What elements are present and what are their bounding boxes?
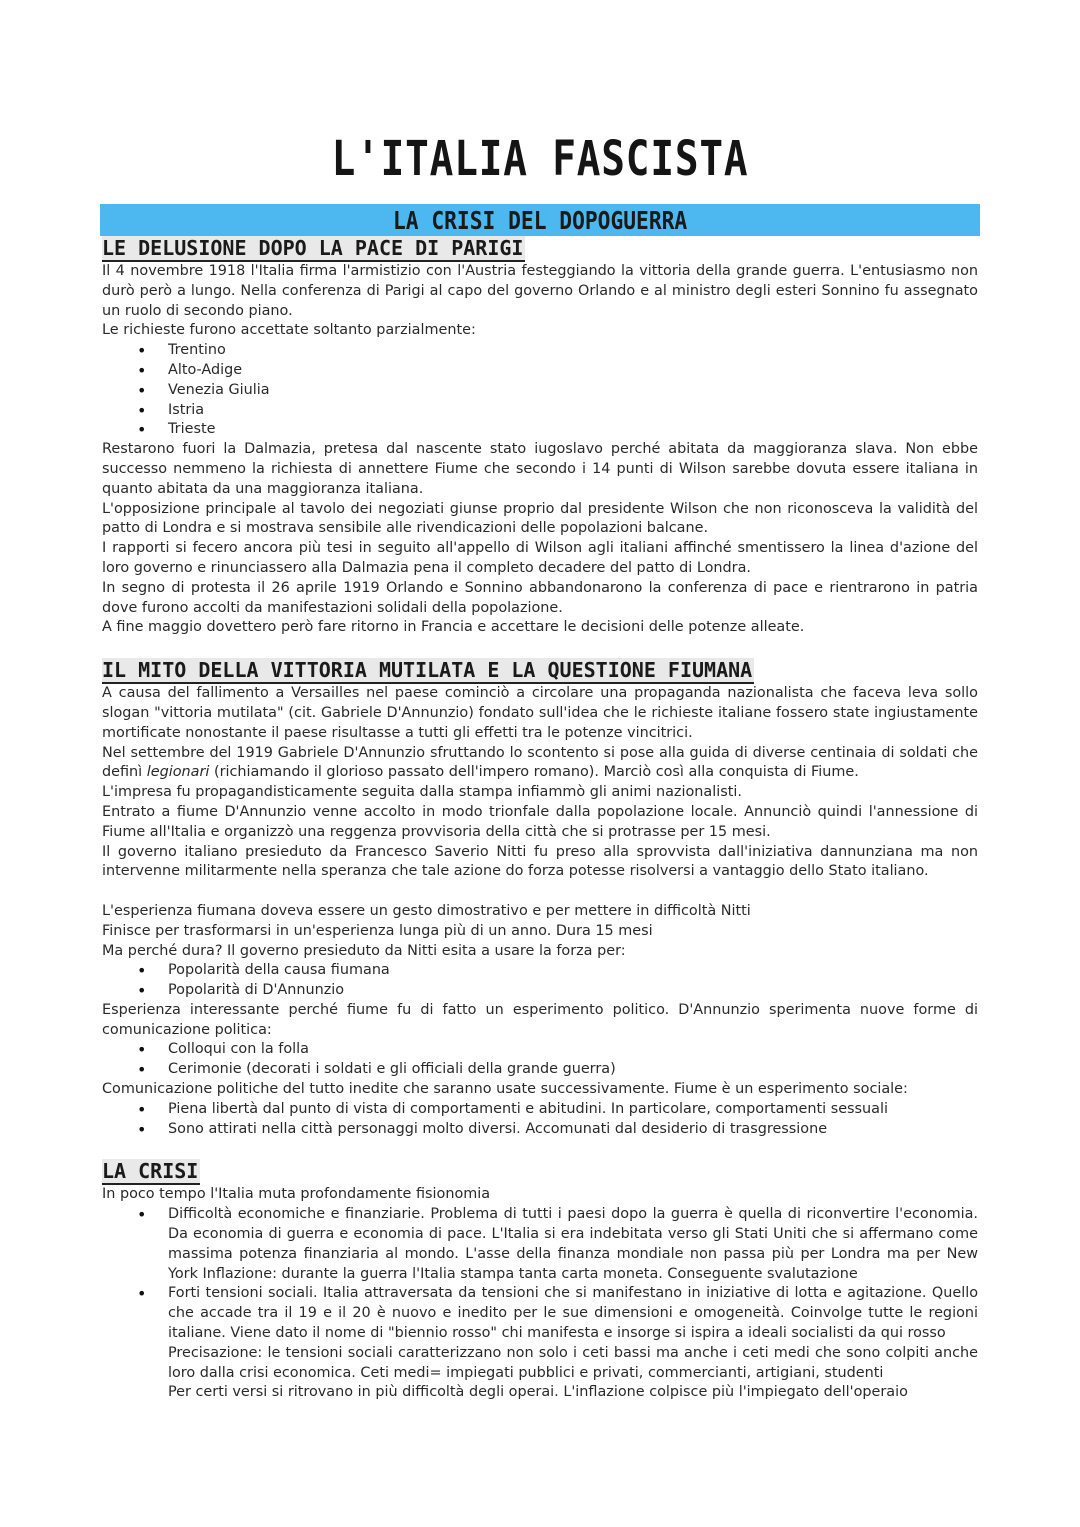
list-item: • Difficoltà economiche e finanziarie. Problema di tutti i paesi dopo la guerra è quella di riconvertire l'economia. Da economia di guerra e economia di pace. L'Italia si era indebitata verso gli Stati Uniti che si affermano come massima potenza finanziaria al mondo. L'asse della finanza mondiale non passa più per Londra ma per New York Inflazione: durante la guerra l'Italia stampa tanta carta moneta. Conseguente svalutazione <box>168 1205 978 1284</box>
section-heading-wrap <box>102 236 978 262</box>
paragraph: In segno di protesta il 26 aprile 1919 Orlando e Sonnino abbandonarono la conferenza di pace e rientrarono in patria dove furono accolti da manifestazioni solidali della popolazione. <box>102 579 978 616</box>
list-item: • Colloqui con la folla <box>168 1040 978 1060</box>
list-item <box>168 1284 978 1403</box>
bullet-list-popolarita <box>102 961 978 1001</box>
section-heading-wrap <box>102 1159 978 1185</box>
paragraph: A causa del fallimento a Versailles nel paese cominciò a circolare una propaganda nazionalista che faceva leva sollo slogan "vittoria mutilata" (cit. Gabriele D'Annunzio) fondato sull'idea che le richieste italiane fossero state ingiustamente mortificate nonostante il paese risultasse a tutti gli effetti tra le potenze vincitrici. <box>102 685 978 741</box>
list-item-continuation: Per certi versi si ritrovano in più difficoltà degli operai. L'inflazione colpisce più l'impiegato dell'operaio <box>168 1384 908 1401</box>
section-heading-delusione: LE DELUSIONE DOPO LA PACE DI PARIGI <box>102 236 524 260</box>
chapter-title: LA CRISI DEL DOPOGUERRA <box>392 206 688 235</box>
list-item: • Sono attirati nella città personaggi molto diversi. Accomunati dal desiderio di trasgressione <box>168 1120 978 1140</box>
list-item: • Cerimonie (decorati i soldati e gli officiali della grande guerra) <box>168 1060 978 1080</box>
bullet-list-crisi <box>102 1205 978 1403</box>
paragraph: L'esperienza fiumana doveva essere un gesto dimostrativo e per mettere in difficoltà Nitti <box>102 902 751 919</box>
paragraph: Il governo italiano presieduto da Francesco Saverio Nitti fu preso alla sprovvista dall'iniziativa dannunziana ma non intervenne militarmente nella speranza che tale azione do forza potesse risolversi a vantaggio dello Stato italiano. <box>102 843 978 880</box>
list-item-continuation: Precisazione: le tensioni sociali caratterizzano non solo i ceti bassi ma anche i ceti medi che sono colpiti anche loro dalla crisi economica. Ceti medi= impiegati pubblici e privati, commercianti, artigiani, studenti <box>168 1344 978 1381</box>
list-item: • Trentino <box>168 341 978 361</box>
list-item: • Venezia Giulia <box>168 381 978 401</box>
bullet-list-esperimento-sociale <box>102 1100 978 1140</box>
section-heading-vittoria-mutilata: IL MITO DELLA VITTORIA MUTILATA E LA QUESTIONE FIUMANA <box>102 658 753 683</box>
paragraph: Entrato a fiume D'Annunzio venne accolto in modo trionfale dalla popolazione locale. Annunciò quindi l'annessione di Fiume all'Italia e organizzò una reggenza provvisoria della città che si protrasse per 15 mesi. <box>102 803 978 840</box>
bullet-list-territori <box>102 341 978 440</box>
bullet-list-comunicazione <box>102 1040 978 1080</box>
list-item: • Popolarità di D'Annunzio <box>168 981 978 1001</box>
paragraph: Il 4 novembre 1918 l'Italia firma l'armistizio con l'Austria festeggiando la vittoria della grande guerra. L'entusiasmo non durò però a lungo. Nella conferenza di Parigi al capo del governo Orlando e al ministro degli esteri Sonnino fu assegnato un ruolo di secondo piano. <box>102 263 978 319</box>
page-title: L'ITALIA FASCISTA <box>331 131 749 187</box>
paragraph: Restarono fuori la Dalmazia, pretesa dal nascente stato iugoslavo perché abitata da maggioranza slava. Non ebbe successo nemmeno la richiesta di annettere Fiume che secondo i 14 punti di Wilson sarebbe dovuta essere italiana in quanto abitata da una maggioranza italiana. <box>102 441 978 497</box>
paragraph: Finisce per trasformarsi in un'esperienza lunga più di un anno. Dura 15 mesi <box>102 922 653 939</box>
list-item: • Alto-Adige <box>168 361 978 381</box>
paragraph: A fine maggio dovettero però fare ritorno in Francia e accettare le decisioni delle potenze alleate. <box>102 619 805 636</box>
list-item: • Popolarità della causa fiumana <box>168 961 978 981</box>
paragraph-legionari <box>102 744 978 784</box>
paragraph: I rapporti si fecero ancora più tesi in seguito all'appello di Wilson agli italiani affinché smentissero la linea d'azione del loro governo e rinunciassero alla Dalmazia pena il completo decadere del patto di Londra. <box>102 540 978 576</box>
list-item: • Istria <box>168 401 978 421</box>
chapter-band <box>100 204 980 236</box>
list-item: • Piena libertà dal punto di vista di comportamenti e abitudini. In particolare, comportamenti sessuali <box>168 1100 978 1120</box>
paragraph: Esperienza interessante perché fiume fu di fatto un esperimento politico. D'Annunzio sperimenta nuove forme di comunicazione politica: <box>102 1001 978 1038</box>
paragraph: Comunicazione politiche del tutto inedite che saranno usate successivamente. Fiume è un esperimento sociale: <box>102 1081 908 1098</box>
emphasis-legionari: legionari <box>146 764 210 781</box>
list-item: • Trieste <box>168 420 978 440</box>
paragraph: Le richieste furono accettate soltanto parzialmente: <box>102 322 476 339</box>
section-heading-wrap <box>102 658 978 684</box>
spacer <box>102 882 978 902</box>
paragraph: Ma perché dura? Il governo presieduto da Nitti esita a usare la forza per: <box>102 942 626 959</box>
document-page <box>102 128 978 1403</box>
paragraph: L'impresa fu propagandisticamente seguita dalla stampa infiammò gli animi nazionalisti. <box>102 784 742 801</box>
paragraph: In poco tempo l'Italia muta profondamente fisionomia <box>102 1186 491 1203</box>
text-run: Nel settembre del 1919 Gabriele D'Annunzio sfruttando lo scontento si pose alla guida di diverse centinaia di soldati che definì <box>102 744 978 781</box>
list-item-text: Forti tensioni sociali. Italia attraversata da tensioni che si manifestano in iniziative di lotta e agitazione. Quello che accade tra il 19 e il 20 è nuovo e inedito per le sue dimensioni e omogeneità. Coinvolge tutte le regioni italiane. Viene dato il nome di "biennio rosso" chi manifesta e insorge si ispira a ideali socialisti da qui rosso <box>168 1285 978 1342</box>
paragraph: L'opposizione principale al tavolo dei negoziati giunse proprio dal presidente Wilson che non riconosceva la validità del patto di Londra e si mostrava sensibile alle rivendicazioni delle popolazioni balcane. <box>102 500 978 537</box>
section-heading-la-crisi: LA CRISI <box>102 1159 199 1184</box>
text-run: (richiamando il glorioso passato dell'impero romano). Marciò così alla conquista di Fiume. <box>209 764 859 781</box>
